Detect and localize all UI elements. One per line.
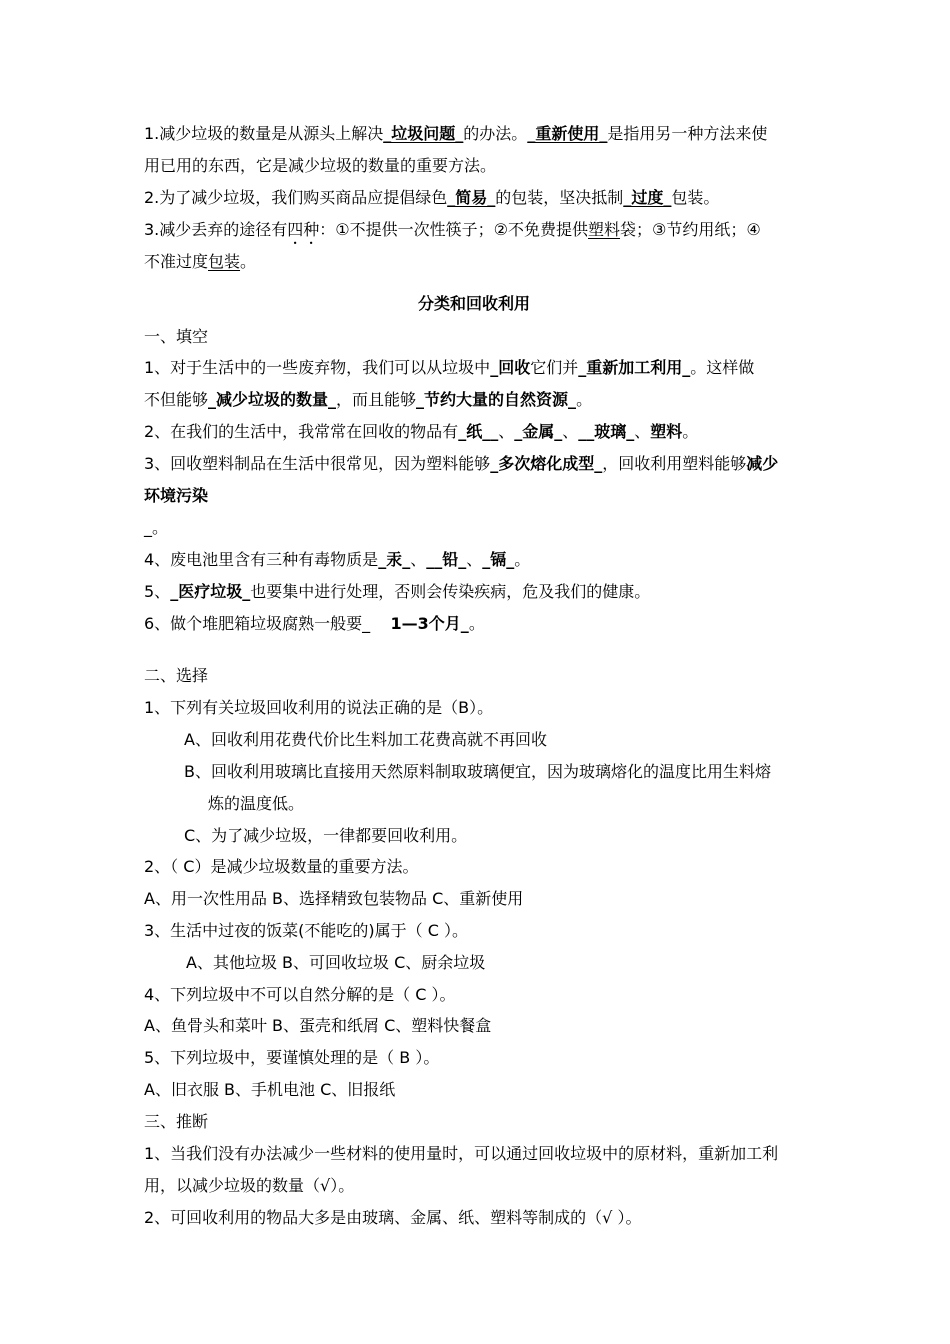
underlined-text: 塑料 [588,220,621,239]
answer: _镉_ [482,550,515,569]
fill-q3-line-3: _。 [144,518,169,537]
answer: _金属_ [514,422,563,441]
choice-heading: 二、选择 [144,666,209,685]
text: 。 [576,390,593,409]
text: 、 [410,550,427,569]
judge-q2: 2、可回收利用的物品大多是由玻璃、金属、纸、塑料等制成的（√ ）。 [144,1208,642,1227]
answer: _减少垃圾的数量_ [208,390,337,409]
judge-q1-line-1: 1、当我们没有办法减少一些材料的使用量时，可以通过回收垃圾中的原材料，重新加工利 [144,1144,779,1163]
fill-q3-line-2: 环境污染 [144,486,209,505]
intro-line-1 [144,124,819,144]
text: 袋；③节约用纸；④ [620,220,761,239]
choice-q2: 2、（ C）是减少垃圾数量的重要方法。 [144,857,419,876]
choice-q4-options: A、鱼骨头和菜叶 B、蛋壳和纸屑 C、塑料快餐盒 [144,1016,492,1035]
fill-q6 [144,614,819,634]
fill-q5 [144,582,819,602]
answer: 1—3个月_ [390,614,469,633]
fill-q1-line-1 [144,358,819,378]
text: 它们并 [530,358,579,377]
text: 。 [514,550,531,569]
text: 。这样做 [690,358,755,377]
choice-q1-option-a: A、回收利用花费代价比生料加工花费高就不再回收 [184,730,547,749]
fill-q1-line-2 [144,390,819,410]
answer-blank: _过度_ [623,188,672,207]
choice-q1-option-b: B、回收利用玻璃比直接用天然原料制取玻璃便宜，因为玻璃熔化的温度比用生料熔 [184,762,771,781]
answer: _医疗垃圾_ [170,582,251,601]
choice-q4: 4、下列垃圾中不可以自然分解的是（ C ）。 [144,985,456,1004]
answer-blank: _简易_ [447,188,496,207]
text: 包装。 [671,188,720,207]
text: 、 [498,422,515,441]
text: 3.减少丢弃的途径有 [144,220,288,239]
text: 4、废电池里含有三种有毒物质是 [144,550,379,569]
text: 的办法。 [463,124,528,143]
text: 不准过度 [144,252,209,271]
text: 是指用另一种方法来使 [607,124,768,143]
section-title: 分类和回收利用 [417,294,530,313]
intro-line-4 [144,220,819,248]
answer: __铅_ [426,550,467,569]
text: 2、在我们的生活中，我常常在回收的物品有 [144,422,459,441]
underlined-text: 包装 [208,252,241,271]
text: 3、回收塑料制品在生活中很常见，因为塑料能够 [144,454,491,473]
fill-q3-line-1 [144,454,819,474]
text: 不但能够 [144,390,209,409]
answer: _汞_ [378,550,411,569]
text: 、 [562,422,579,441]
text: ，回收利用塑料能够 [602,454,747,473]
emphasized-text: 四种 [287,220,320,239]
choice-q3: 3、生活中过夜的饭菜(不能吃的)属于（ C ）。 [144,921,469,940]
choice-q1-option-c: C、为了减少垃圾，一律都要回收利用。 [184,826,468,845]
text: 、 [634,422,651,441]
answer: _纸__ [458,422,499,441]
fill-q2 [144,422,819,442]
text: 5、 [144,582,171,601]
text: 2.为了减少垃圾，我们购买商品应提倡绿色 [144,188,448,207]
answer: 减少 [746,454,779,473]
choice-q1-option-b-cont: 炼的温度低。 [208,794,305,813]
text: 。 [682,422,699,441]
text: 的包装，坚决抵制 [495,188,624,207]
text: 、 [466,550,483,569]
answer: _节约大量的自然资源_ [416,390,577,409]
answer: 塑料 [650,422,683,441]
intro-line-3 [144,188,819,208]
choice-q5: 5、下列垃圾中，要谨慎处理的是（ B ）。 [144,1048,440,1067]
text: ，而且能够 [336,390,417,409]
answer-blank: _垃圾问题_ [383,124,464,143]
text: ：①不提供一次性筷子；②不免费提供 [319,220,588,239]
choice-q5-options: A、旧衣服 B、手机电池 C、旧报纸 [144,1080,396,1099]
text: 1.减少垃圾的数量是从源头上解决 [144,124,384,143]
answer: _重新加工利用_ [578,358,691,377]
text: 1、对于生活中的一些废弃物，我们可以从垃圾中 [144,358,491,377]
intro-line-2: 用已用的东西，它是减少垃圾的数量的重要方法。 [144,156,497,175]
choice-q1: 1、下列有关垃圾回收利用的说法正确的是（B）。 [144,698,494,717]
judge-q1-line-2: 用，以减少垃圾的数量（√）。 [144,1176,355,1195]
fill-heading: 一、填空 [144,327,209,346]
intro-line-5 [144,252,819,272]
text: 6、做个堆肥箱垃圾腐熟一般要_ [144,614,391,633]
text: 。 [240,252,257,271]
choice-q2-options: A、用一次性用品 B、选择精致包装物品 C、重新使用 [144,889,524,908]
answer: __玻璃_ [578,422,635,441]
answer: _回收 [490,358,531,377]
choice-q3-options: A、其他垃圾 B、可回收垃圾 C、厨余垃圾 [186,953,486,972]
answer: _多次熔化成型_ [490,454,603,473]
answer-blank: _重新使用_ [527,124,608,143]
text: 也要集中进行处理，否则会传染疾病，危及我们的健康。 [250,582,651,601]
fill-q4 [144,550,819,570]
judge-heading: 三、推断 [144,1112,209,1131]
text: 。 [468,614,485,633]
